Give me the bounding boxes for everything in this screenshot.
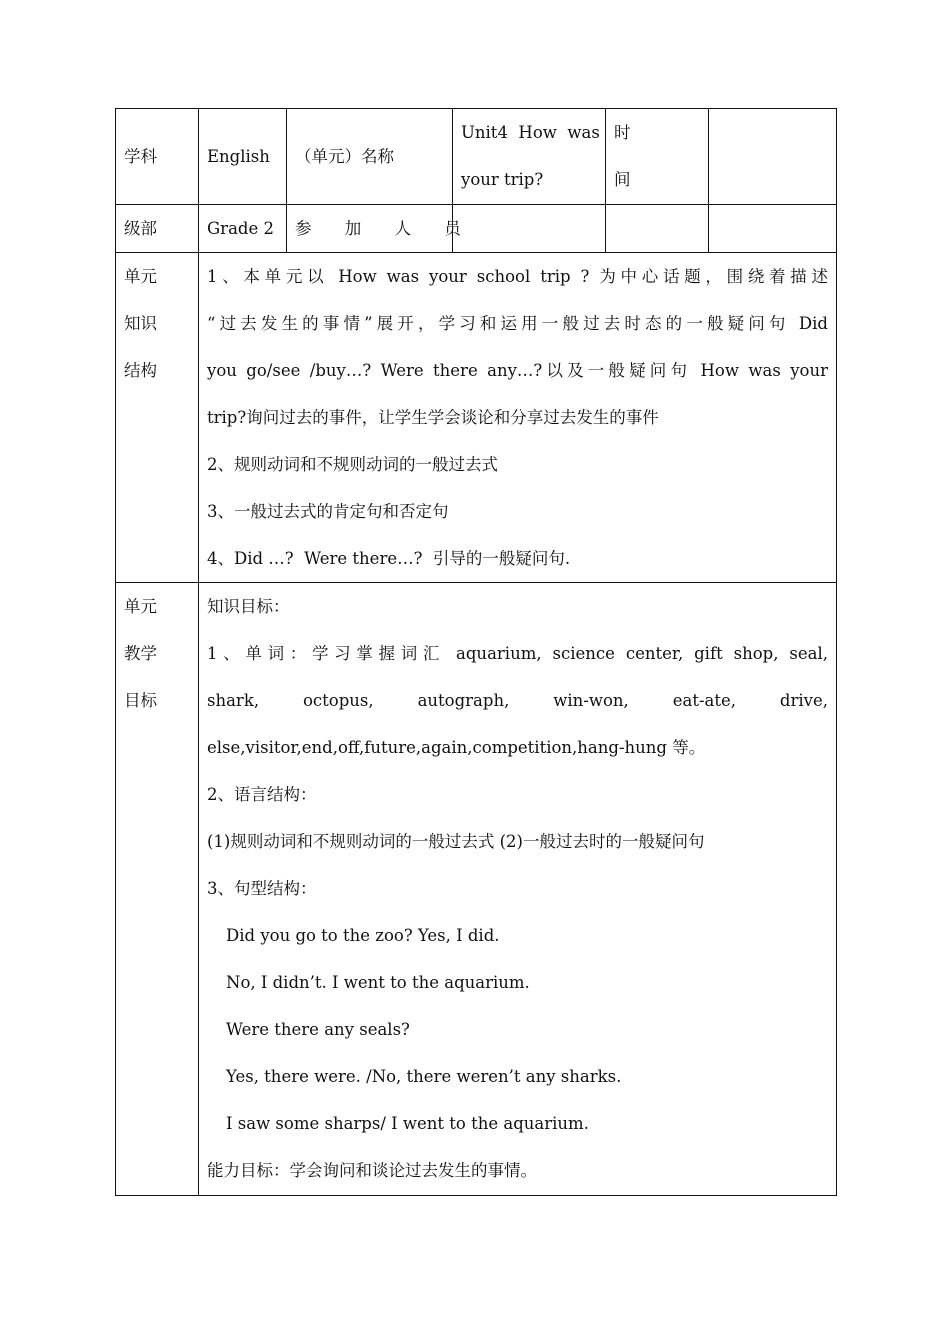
vocab-line-2: shark, octopus, autograph, win-won, eat-ate, drive, (207, 691, 828, 710)
knowledge-line-3: you go/see /buy…? Were there any…?以及一般疑问句 How was your (207, 361, 828, 380)
subject-value: English (199, 109, 287, 205)
teaching-objectives-content (199, 583, 837, 1196)
sentence-3: Were there any seals? (226, 1020, 410, 1039)
time-label-line-2: 间 (614, 170, 631, 189)
sentence-4: Yes, there were. /No, there weren’t any sharks. (226, 1067, 622, 1086)
unit-name-line-1: Unit4 How was (461, 123, 600, 142)
knowledge-label-line-1: 单元 (124, 267, 157, 286)
knowledge-line-1: 1、本单元以 How was your school trip ? 为中心话题，围绕着描述 (207, 267, 828, 286)
objectives-label-line-1: 单元 (124, 597, 157, 616)
extra-cell-2 (709, 205, 837, 253)
pattern-heading: 3、句型结构： (207, 879, 317, 898)
objectives-label-line-3: 目标 (124, 691, 157, 710)
header-row-1 (116, 109, 837, 205)
sentence-2: No, I didn’t. I went to the aquarium. (226, 973, 530, 992)
subject-label: 学科 (116, 109, 199, 205)
unit-name-line-2: your trip? (461, 170, 544, 189)
extra-cell-1 (606, 205, 709, 253)
grade-label: 级部 (116, 205, 199, 253)
grade-value: Grade 2 (199, 205, 287, 253)
time-label-line-1: 时 (614, 123, 631, 142)
knowledge-line-4: trip?询问过去的事件，让学生学会谈论和分享过去发生的事件 (207, 408, 659, 427)
knowledge-line-5: 2、规则动词和不规则动词的一般过去式 (207, 455, 498, 474)
vocab-line-3: else,visitor,end,off,future,again,competition,hang-hung 等。 (207, 738, 706, 757)
knowledge-structure-label (116, 253, 199, 583)
knowledge-line-2: “过去发生的事情”展开，学习和运用一般过去时态的一般疑问句 Did (207, 314, 828, 333)
structure-line: (1)规则动词和不规则动词的一般过去式 (2)一般过去时的一般疑问句 (207, 832, 705, 851)
knowledge-line-7: 4、Did …? Were there…? 引导的一般疑问句. (207, 549, 571, 568)
teaching-objectives-row (116, 583, 837, 1196)
objectives-label-line-2: 教学 (124, 644, 157, 663)
time-value (709, 109, 837, 205)
knowledge-goal-heading: 知识目标： (207, 597, 290, 616)
vocab-line-1: 1、单词：学习掌握词汇 aquarium, science center, gift shop, seal, (207, 644, 828, 663)
knowledge-line-6: 3、一般过去式的肯定句和否定句 (207, 502, 449, 521)
structure-heading: 2、语言结构： (207, 785, 317, 804)
knowledge-label-line-3: 结构 (124, 361, 157, 380)
ability-goal: 能力目标：学会询问和谈论过去发生的事情。 (207, 1161, 537, 1180)
knowledge-structure-content (199, 253, 837, 583)
unit-name-label: （单元）名称 (287, 109, 453, 205)
unit-name-value (453, 109, 606, 205)
teaching-objectives-label (116, 583, 199, 1196)
participants-label: 参 加 人 员 (287, 205, 453, 253)
knowledge-structure-row (116, 253, 837, 583)
sentence-1: Did you go to the zoo? Yes, I did. (226, 926, 500, 945)
knowledge-label-line-2: 知识 (124, 314, 157, 333)
time-label (606, 109, 709, 205)
participants-value (453, 205, 606, 253)
lesson-plan-table (115, 108, 837, 1196)
header-row-2 (116, 205, 837, 253)
sentence-5: I saw some sharps/ I went to the aquarium. (226, 1114, 589, 1133)
